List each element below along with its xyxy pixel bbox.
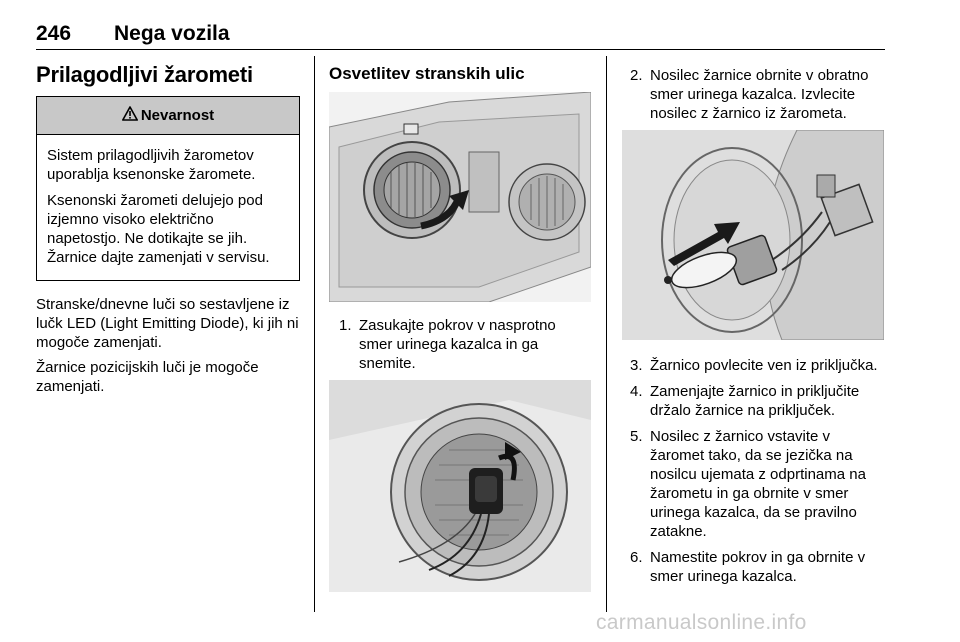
list-item [630,356,886,375]
step-number: 1. [339,317,352,334]
list-item [630,548,886,586]
list-item [339,316,591,373]
list-item [630,382,886,420]
list-item [630,427,886,541]
steps-list-middle [329,316,591,373]
danger-box-body [37,135,299,280]
watermark: carmanualsonline.info [596,611,807,634]
headlamp-rear-illustration [329,92,591,302]
bulb-holder-illustration [329,380,591,592]
step-text: Namestite pokrov in ga obrnite v smer urinega kazalca. [650,549,866,585]
steps-list-right-bottom [622,356,886,586]
steps-list-right-top [622,66,886,123]
danger-paragraph: Ksenonski žarometi delujejo pod izjemno visoko električno napetostjo. Ne dotikajte se jih. Žarnice dajte zamenjati v servisu. [47,192,270,266]
danger-box [36,96,300,281]
step-number: 2. [630,67,643,84]
step-number: 4. [630,383,643,400]
step-text: Žarnico povlecite ven iz priključka. [650,357,878,374]
step-text: Zamenjajte žarnico in priključite držalo žarnice na priključek. [650,383,860,419]
middle-column [329,56,591,592]
column-rule-2 [606,56,607,612]
danger-box-title: Nevarnost [140,107,215,124]
subsection-heading: Osvetlitev stranskih ulic [329,64,525,83]
step-number: 6. [630,549,643,566]
left-column [36,56,300,402]
page-number: 246 [36,22,72,45]
list-item [630,66,886,123]
column-rule-1 [314,56,315,612]
section-title: Prilagodljivi žarometi [36,62,253,87]
right-column [622,56,886,593]
header-rule [36,49,885,50]
step-text: Nosilec žarnice obrnite v obratno smer urinega kazalca. Izvlecite nosilec z žarnico iz žarometa. [650,67,869,122]
running-title: Nega vozila [114,22,230,45]
body-paragraph: Stranske/dnevne luči so sestavljene iz lučk LED (Light Emitting Diode), ki jih ni mogoče zamenjati. [36,296,299,351]
step-number: 5. [630,428,643,445]
body-paragraph: Žarnice pozicijskih luči je mogoče zamenjati. [36,359,259,395]
bulb-removal-illustration [622,130,884,340]
danger-paragraph: Sistem prilagodljivih žarometov uporablja ksenonske žaromete. [47,147,256,183]
step-text: Zasukajte pokrov v nasprotno smer urinega kazalca in ga snemite. [359,317,556,372]
step-text: Nosilec z žarnico vstavite v žaromet tako, da se jezička na nosilcu ujemata z odprtinama na žarometu in ga obrnite v smer urinega kazalca, da se pravilno zatakne. [650,428,866,540]
warning-triangle-icon [122,106,138,125]
danger-box-header [37,97,299,135]
step-number: 3. [630,357,643,374]
